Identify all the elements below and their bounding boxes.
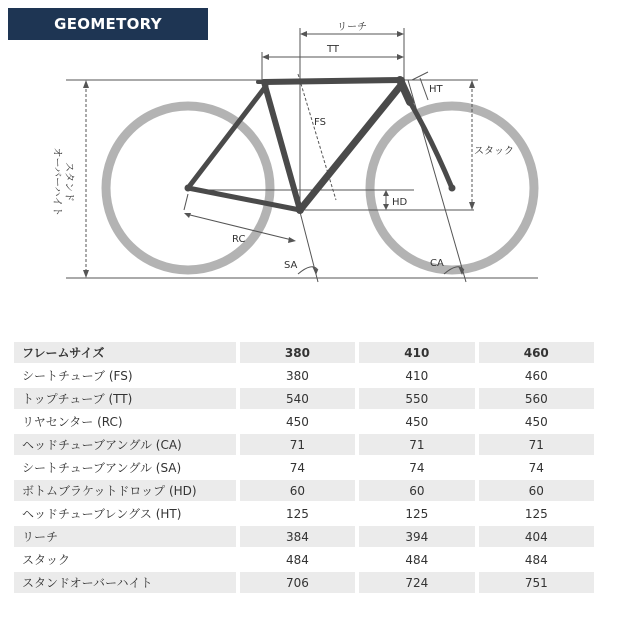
fs-dimension (298, 74, 336, 200)
row-label: シートチューブ (FS) (14, 365, 236, 386)
sa-label: SA (284, 260, 298, 271)
table-cell: 71 (479, 434, 594, 455)
size-header-cell: 410 (359, 342, 474, 363)
ht-dimension (420, 78, 428, 100)
table-cell: 60 (359, 480, 474, 501)
table-row (14, 411, 594, 432)
table-cell: 550 (359, 388, 474, 409)
frame-size-label: フレームサイズ (14, 342, 236, 363)
table-cell: 460 (479, 365, 594, 386)
geometry-table (14, 340, 594, 595)
ca-label: CA (430, 258, 444, 269)
table-cell: 380 (240, 365, 355, 386)
table-row (14, 388, 594, 409)
row-label: ヘッドチューブレングス (HT) (14, 503, 236, 524)
chain-stay (188, 188, 300, 210)
fork (410, 102, 452, 188)
table-cell: 484 (359, 549, 474, 570)
page-title: GEOMETORY (8, 8, 208, 40)
table-row (14, 480, 594, 501)
table-cell: 394 (359, 526, 474, 547)
table-cell: 560 (479, 388, 594, 409)
table-cell: 74 (359, 457, 474, 478)
down-tube (300, 84, 402, 210)
size-header-cell: 380 (240, 342, 355, 363)
table-cell: 450 (240, 411, 355, 432)
table-row (14, 503, 594, 524)
table-cell: 125 (359, 503, 474, 524)
row-label: シートチューブアングル (SA) (14, 457, 236, 478)
front-hub (449, 185, 456, 192)
table-row (14, 526, 594, 547)
table-cell: 751 (479, 572, 594, 593)
table-row (14, 365, 594, 386)
row-label: リヤセンター (RC) (14, 411, 236, 432)
size-header-cell: 460 (479, 342, 594, 363)
table-cell: 724 (359, 572, 474, 593)
table-cell: 60 (479, 480, 594, 501)
table-cell: 410 (359, 365, 474, 386)
hd-label: HD (392, 197, 408, 208)
table-row (14, 457, 594, 478)
table-cell: 484 (240, 549, 355, 570)
table-cell: 404 (479, 526, 594, 547)
table-header-row (14, 342, 594, 363)
table-cell: 71 (240, 434, 355, 455)
rc-label: RC (232, 234, 246, 245)
stack-label: スタック (474, 146, 514, 157)
table-cell: 540 (240, 388, 355, 409)
table-cell: 484 (479, 549, 594, 570)
table-cell: 74 (479, 457, 594, 478)
ht-label: HT (429, 84, 443, 95)
bottom-bracket (296, 206, 304, 214)
row-label: スタック (14, 549, 236, 570)
row-label: ボトムブラケットドロップ (HD) (14, 480, 236, 501)
row-label: トップチューブ (TT) (14, 388, 236, 409)
row-label: スタンドオーバーハイト (14, 572, 236, 593)
table-row (14, 572, 594, 593)
table-cell: 60 (240, 480, 355, 501)
table-cell: 125 (240, 503, 355, 524)
row-label: リーチ (14, 526, 236, 547)
table-cell: 71 (359, 434, 474, 455)
table-cell: 384 (240, 526, 355, 547)
top-tube (264, 80, 402, 82)
fs-label: FS (314, 117, 326, 128)
row-label: ヘッドチューブアングル (CA) (14, 434, 236, 455)
standover-label-line1: スタンド (63, 162, 74, 202)
table-cell: 125 (479, 503, 594, 524)
table-row (14, 434, 594, 455)
table-row (14, 549, 594, 570)
table-cell: 74 (240, 457, 355, 478)
table-cell: 706 (240, 572, 355, 593)
reach-label: リーチ (337, 22, 367, 33)
table-cell: 450 (479, 411, 594, 432)
rear-hub (185, 185, 192, 192)
table-cell: 450 (359, 411, 474, 432)
standover-label-line2: オーバーハイト (51, 147, 62, 217)
tt-label: TT (326, 44, 340, 55)
